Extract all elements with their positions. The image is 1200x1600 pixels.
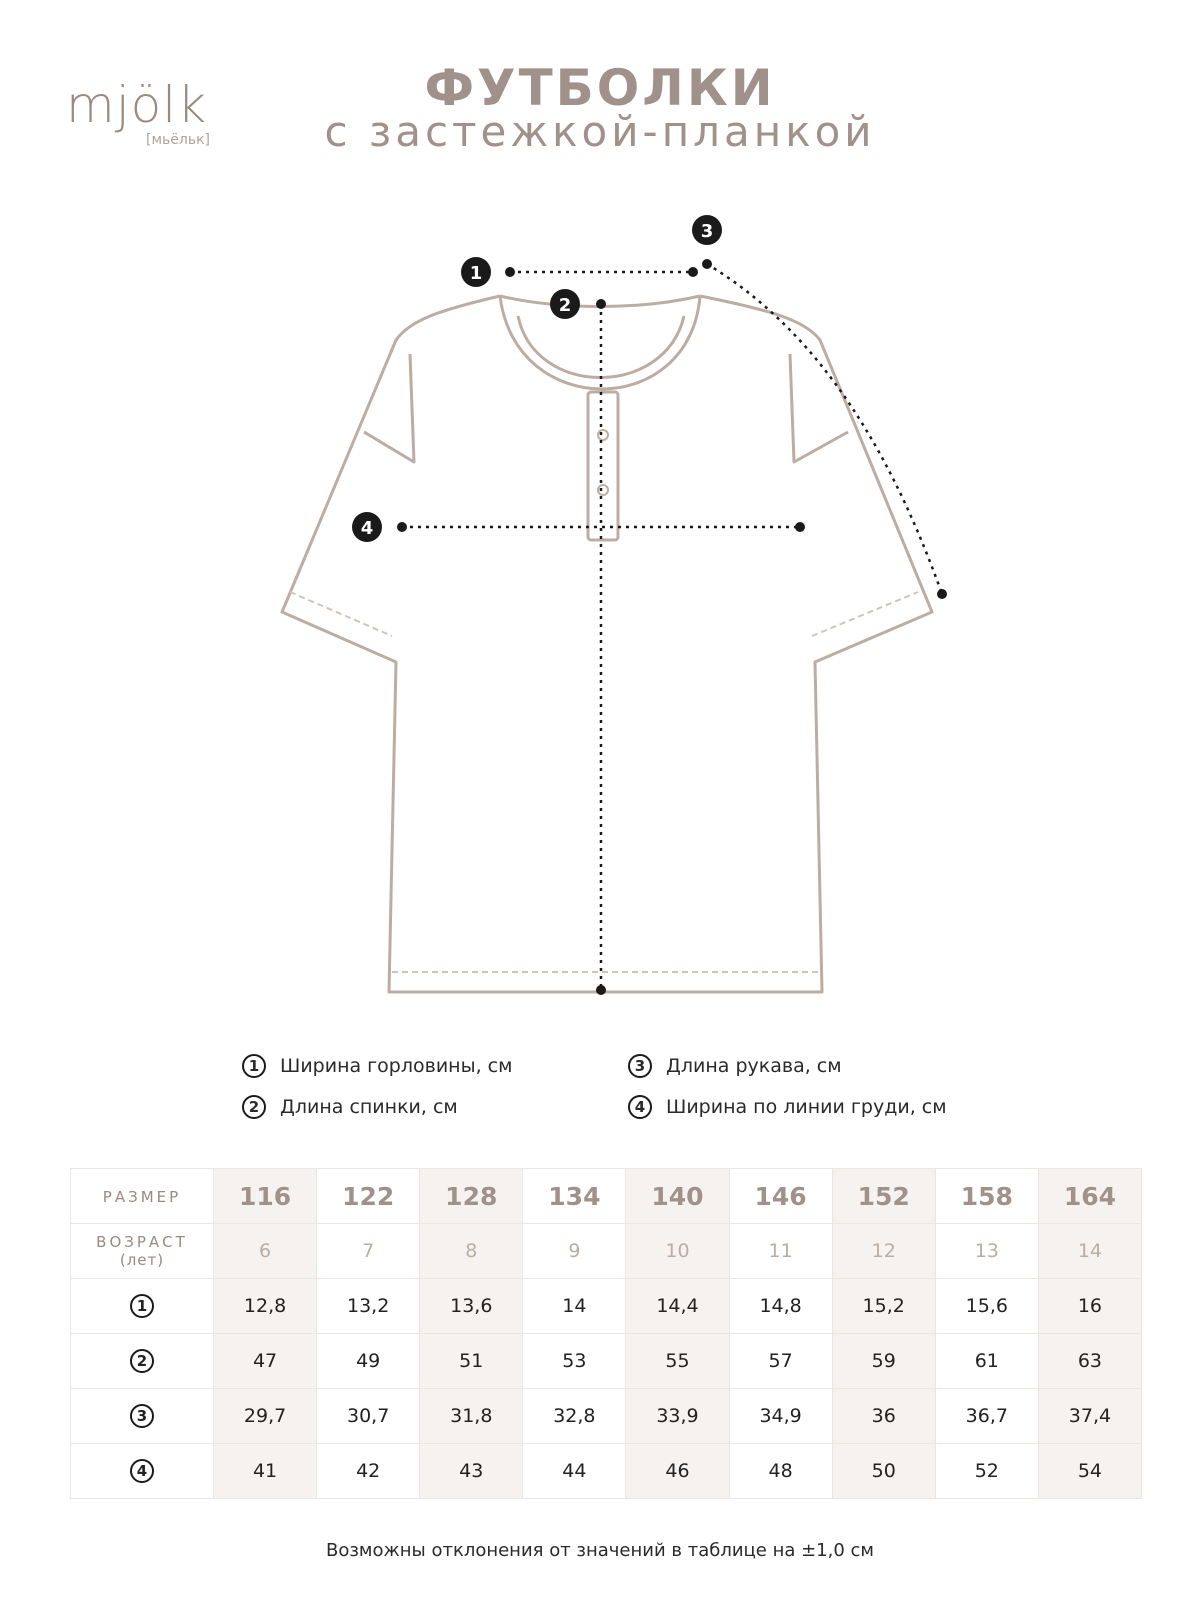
value-cell: 33,9 [626,1389,729,1444]
measurement-row-neck-width [71,1279,1142,1334]
size-value: 122 [342,1181,395,1211]
value-cell: 53 [523,1334,626,1389]
value-cell: 13,2 [317,1279,420,1334]
value-cell: 59 [832,1334,935,1389]
age-value: 9 [568,1240,581,1262]
row-marker [71,1334,214,1389]
logo-subtitle: [мьёльк] [146,132,211,148]
age-value: 6 [259,1240,272,1262]
value-cell: 15,6 [935,1279,1038,1334]
tolerance-footnote: Возможны отклонения от значений в таблице на ±1,0 см [326,1540,874,1561]
row-marker [71,1389,214,1444]
sleeve-seam-right [790,354,848,462]
legend-number: 2 [242,1095,266,1119]
age-cell [317,1224,420,1279]
marker-label: 2 [558,295,572,316]
size-cell [626,1169,729,1224]
button-top [598,430,608,440]
marker-label: 4 [360,518,374,539]
measure-line-sleeve [707,264,942,594]
tshirt-outline [282,296,932,992]
age-value: 10 [665,1240,690,1262]
value-cell: 47 [214,1334,317,1389]
age-cell [420,1224,523,1279]
size-value: 116 [238,1181,292,1211]
age-cell [626,1224,729,1279]
age-row [71,1224,1142,1279]
measure-dot [397,522,407,532]
age-value: 8 [465,1240,478,1262]
value-cell: 36 [832,1389,935,1444]
size-cell [832,1169,935,1224]
legend-text: Длина спинки, см [280,1096,458,1118]
size-cell [729,1169,832,1224]
marker-3 [692,215,722,245]
value-cell: 30,7 [317,1389,420,1444]
tshirt-measurement-diagram [0,180,1200,1010]
age-value: 14 [1077,1240,1103,1262]
row-number: 2 [130,1349,154,1373]
measure-dot [596,299,606,309]
size-label: РАЗМЕР [102,1188,182,1206]
measure-dot [937,589,947,599]
value-cell: 13,6 [420,1279,523,1334]
page-title: ФУТБОЛКИ [424,59,776,117]
measurement-row-sleeve-length [71,1389,1142,1444]
marker-label: 1 [469,263,483,284]
size-value: 140 [651,1181,704,1211]
age-value: 11 [768,1240,793,1262]
value-cell: 31,8 [420,1389,523,1444]
value-cell: 43 [420,1444,523,1499]
value-cell: 16 [1038,1279,1141,1334]
measure-dot [688,267,698,277]
value-cell: 14,4 [626,1279,729,1334]
value-cell: 63 [1038,1334,1141,1389]
size-cell [317,1169,420,1224]
legend-item-chest-width [628,1092,947,1122]
size-table [70,1168,1142,1499]
size-cell [214,1169,317,1224]
value-cell: 44 [523,1444,626,1499]
age-header [71,1224,214,1279]
brand-logo [66,76,226,148]
legend-number: 4 [628,1095,652,1119]
marker-1 [461,257,491,287]
age-cell [214,1224,317,1279]
size-header [71,1169,214,1224]
measure-dot [795,522,805,532]
legend-item-back-length [242,1092,458,1122]
value-cell: 46 [626,1444,729,1499]
age-cell [1038,1224,1141,1279]
age-unit: (лет) [119,1251,165,1269]
placket [588,392,618,540]
value-cell: 51 [420,1334,523,1389]
legend-number: 1 [242,1054,266,1078]
size-value: 146 [754,1181,807,1211]
size-cell [1038,1169,1141,1224]
value-cell: 41 [214,1444,317,1499]
row-number: 1 [130,1294,154,1318]
age-cell [935,1224,1038,1279]
measurement-row-back-length [71,1334,1142,1389]
hem-stitch-left [290,592,392,636]
size-value: 164 [1063,1181,1117,1211]
logo-word: mjölk [66,76,208,134]
row-marker [71,1279,214,1334]
value-cell: 55 [626,1334,729,1389]
legend-item-sleeve-length [628,1051,842,1081]
age-value: 13 [974,1240,999,1262]
age-cell [729,1224,832,1279]
value-cell: 42 [317,1444,420,1499]
age-value: 12 [871,1240,896,1262]
value-cell: 50 [832,1444,935,1499]
size-cell [523,1169,626,1224]
value-cell: 29,7 [214,1389,317,1444]
measure-dot [505,267,515,277]
legend-text: Ширина по линии груди, см [666,1096,947,1118]
tshirt-body [282,296,932,992]
value-cell: 14 [523,1279,626,1334]
age-label: ВОЗРАСТ [96,1233,188,1251]
value-cell: 49 [317,1334,420,1389]
button-bottom [598,485,608,495]
age-cell [832,1224,935,1279]
value-cell: 34,9 [729,1389,832,1444]
value-cell: 12,8 [214,1279,317,1334]
marker-2 [550,289,580,319]
measure-dot [596,985,606,995]
measure-dot [702,259,712,269]
sleeve-seam-left [364,354,414,462]
page-subtitle: с застежкой-планкой [324,107,876,156]
value-cell: 37,4 [1038,1389,1141,1444]
size-cell [935,1169,1038,1224]
legend-item-neck-width [242,1051,512,1081]
size-value: 152 [857,1181,910,1211]
size-value: 134 [548,1181,601,1211]
marker-label: 3 [700,221,714,242]
size-value: 128 [445,1181,498,1211]
legend-number: 3 [628,1054,652,1078]
size-row [71,1169,1142,1224]
value-cell: 52 [935,1444,1038,1499]
value-cell: 48 [729,1444,832,1499]
row-number: 4 [130,1459,154,1483]
value-cell: 15,2 [832,1279,935,1334]
value-cell: 32,8 [523,1389,626,1444]
age-cell [523,1224,626,1279]
value-cell: 61 [935,1334,1038,1389]
hem-stitch-right [812,592,918,636]
marker-4 [352,512,382,542]
measurement-row-chest-width [71,1444,1142,1499]
row-number: 3 [130,1404,154,1428]
value-cell: 36,7 [935,1389,1038,1444]
value-cell: 14,8 [729,1279,832,1334]
value-cell: 57 [729,1334,832,1389]
size-value: 158 [960,1181,1013,1211]
age-value: 7 [362,1240,375,1262]
legend-text: Длина рукава, см [666,1055,842,1077]
row-marker [71,1444,214,1499]
value-cell: 54 [1038,1444,1141,1499]
legend-text: Ширина горловины, см [280,1055,513,1077]
size-cell [420,1169,523,1224]
